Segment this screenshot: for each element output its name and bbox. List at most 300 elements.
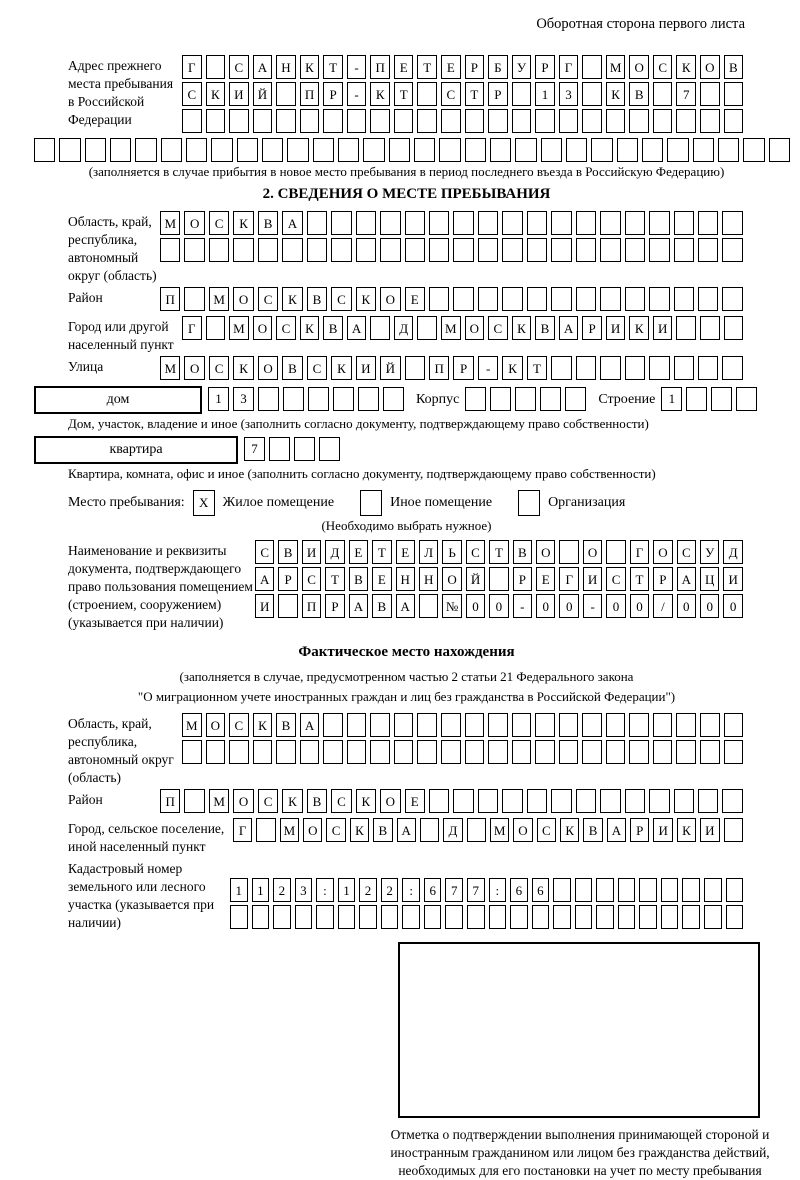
char-cell[interactable] [110,138,131,162]
char-cell[interactable] [478,789,498,813]
char-cell[interactable] [559,109,579,133]
char-cell[interactable]: К [512,316,532,340]
char-cell[interactable]: М [209,789,229,813]
char-cell[interactable] [565,387,586,411]
char-cell[interactable]: : [316,878,334,902]
char-cell[interactable] [674,287,694,311]
char-cell[interactable] [405,211,425,235]
char-cell[interactable]: Д [325,540,344,564]
char-cell[interactable]: - [347,55,367,79]
char-cell[interactable] [323,713,343,737]
char-cell[interactable]: Г [182,316,202,340]
char-cell[interactable] [674,789,694,813]
char-cell[interactable] [478,238,498,262]
char-cell[interactable]: М [182,713,202,737]
char-cell[interactable] [722,789,742,813]
char-cell[interactable] [333,387,354,411]
char-cell[interactable] [700,82,720,106]
char-cell[interactable]: С [255,540,274,564]
char-cell[interactable]: А [559,316,579,340]
char-cell[interactable] [182,109,202,133]
char-cell[interactable] [389,138,410,162]
char-cell[interactable]: : [489,878,507,902]
char-cell[interactable]: Р [582,316,602,340]
char-cell[interactable]: Е [372,567,391,591]
char-cell[interactable]: Т [465,82,485,106]
char-cell[interactable] [184,238,204,262]
char-cell[interactable] [575,905,593,929]
char-cell[interactable]: В [535,316,555,340]
char-cell[interactable] [370,713,390,737]
char-cell[interactable]: К [300,55,320,79]
char-cell[interactable]: К [356,287,376,311]
char-cell[interactable]: П [302,594,321,618]
char-cell[interactable]: 6 [510,878,528,902]
char-cell[interactable] [653,740,673,764]
char-cell[interactable]: О [700,55,720,79]
char-cell[interactable]: В [373,818,392,842]
char-cell[interactable]: С [331,287,351,311]
char-cell[interactable] [541,138,562,162]
char-cell[interactable] [512,713,532,737]
char-cell[interactable]: С [331,789,351,813]
char-cell[interactable] [551,356,571,380]
char-cell[interactable]: Л [419,540,438,564]
char-cell[interactable] [515,138,536,162]
char-cell[interactable] [300,740,320,764]
char-cell[interactable] [724,316,744,340]
char-cell[interactable] [276,740,296,764]
char-cell[interactable] [693,138,714,162]
char-cell[interactable]: 0 [606,594,625,618]
char-cell[interactable] [722,356,742,380]
char-cell[interactable]: 0 [677,594,696,618]
char-cell[interactable] [527,789,547,813]
char-cell[interactable] [489,905,507,929]
char-cell[interactable] [465,740,485,764]
char-cell[interactable]: 3 [295,878,313,902]
char-cell[interactable] [465,109,485,133]
char-cell[interactable] [370,316,390,340]
char-cell[interactable] [600,789,620,813]
char-cell[interactable] [625,356,645,380]
char-cell[interactable] [206,316,226,340]
char-cell[interactable] [276,109,296,133]
char-cell[interactable] [600,356,620,380]
char-cell[interactable]: 1 [661,387,682,411]
char-cell[interactable] [724,109,744,133]
char-cell[interactable] [661,905,679,929]
char-cell[interactable] [596,878,614,902]
char-cell[interactable]: А [300,713,320,737]
char-cell[interactable]: Й [466,567,485,591]
char-cell[interactable]: Г [182,55,202,79]
char-cell[interactable] [704,905,722,929]
char-cell[interactable] [642,138,663,162]
char-cell[interactable]: Р [453,356,473,380]
char-cell[interactable]: О [206,713,226,737]
char-cell[interactable] [582,109,602,133]
char-cell[interactable] [724,713,744,737]
char-cell[interactable]: Е [394,55,414,79]
char-cell[interactable] [718,138,739,162]
char-cell[interactable] [502,211,522,235]
char-cell[interactable]: Р [488,82,508,106]
char-cell[interactable] [380,211,400,235]
char-cell[interactable] [278,594,297,618]
char-cell[interactable]: К [677,818,696,842]
char-cell[interactable] [490,138,511,162]
char-cell[interactable] [467,905,485,929]
char-cell[interactable] [262,138,283,162]
char-cell[interactable] [363,138,384,162]
char-cell[interactable]: Т [372,540,391,564]
char-cell[interactable] [700,316,720,340]
char-cell[interactable] [287,138,308,162]
char-cell[interactable] [653,109,673,133]
char-cell[interactable] [488,109,508,133]
char-cell[interactable] [229,740,249,764]
char-cell[interactable]: С [466,540,485,564]
char-cell[interactable]: М [606,55,626,79]
char-cell[interactable] [488,713,508,737]
char-cell[interactable] [676,316,696,340]
char-cell[interactable] [606,109,626,133]
char-cell[interactable]: С [653,55,673,79]
char-cell[interactable] [237,138,258,162]
char-cell[interactable]: О [629,55,649,79]
char-cell[interactable]: Е [349,540,368,564]
char-cell[interactable] [576,356,596,380]
char-cell[interactable] [59,138,80,162]
char-cell[interactable] [582,82,602,106]
char-cell[interactable] [402,905,420,929]
char-cell[interactable]: И [229,82,249,106]
char-cell[interactable]: С [276,316,296,340]
char-cell[interactable]: С [258,287,278,311]
char-cell[interactable]: Р [325,594,344,618]
char-cell[interactable] [356,238,376,262]
char-cell[interactable] [276,82,296,106]
char-cell[interactable]: Д [723,540,742,564]
char-cell[interactable]: В [323,316,343,340]
char-cell[interactable] [313,138,334,162]
char-cell[interactable] [338,138,359,162]
char-cell[interactable] [559,540,578,564]
char-cell[interactable] [417,109,437,133]
char-cell[interactable]: И [723,567,742,591]
char-cell[interactable] [439,138,460,162]
char-cell[interactable] [559,713,579,737]
char-cell[interactable]: Н [419,567,438,591]
char-cell[interactable] [535,740,555,764]
char-cell[interactable]: М [490,818,509,842]
char-cell[interactable] [606,740,626,764]
char-cell[interactable]: С [182,82,202,106]
char-cell[interactable]: С [209,211,229,235]
char-cell[interactable]: 1 [338,878,356,902]
char-cell[interactable] [582,55,602,79]
char-cell[interactable] [667,138,688,162]
char-cell[interactable] [676,713,696,737]
char-cell[interactable]: О [653,540,672,564]
char-cell[interactable] [582,713,602,737]
char-cell[interactable]: К [356,789,376,813]
char-cell[interactable]: 1 [230,878,248,902]
char-cell[interactable] [186,138,207,162]
char-cell[interactable] [704,878,722,902]
char-cell[interactable]: О [583,540,602,564]
char-cell[interactable] [515,387,536,411]
char-cell[interactable]: Т [394,82,414,106]
char-cell[interactable] [429,287,449,311]
char-cell[interactable]: И [255,594,274,618]
char-cell[interactable] [653,713,673,737]
char-cell[interactable]: П [370,55,390,79]
char-cell[interactable]: К [502,356,522,380]
char-cell[interactable] [674,356,694,380]
char-cell[interactable]: Т [325,567,344,591]
char-cell[interactable] [488,740,508,764]
char-cell[interactable] [453,238,473,262]
char-cell[interactable] [676,109,696,133]
char-cell[interactable]: К [282,789,302,813]
char-cell[interactable] [576,238,596,262]
char-cell[interactable]: И [302,540,321,564]
char-cell[interactable]: Р [630,818,649,842]
char-cell[interactable]: П [300,82,320,106]
char-cell[interactable]: 0 [700,594,719,618]
char-cell[interactable] [502,287,522,311]
char-cell[interactable]: К [606,82,626,106]
char-cell[interactable]: С [677,540,696,564]
char-cell[interactable] [512,109,532,133]
char-cell[interactable] [258,238,278,262]
char-cell[interactable]: В [583,818,602,842]
char-cell[interactable] [625,211,645,235]
char-cell[interactable] [465,138,486,162]
char-cell[interactable]: 0 [466,594,485,618]
checkbox-organization[interactable] [518,490,540,516]
char-cell[interactable] [629,740,649,764]
char-cell[interactable] [535,713,555,737]
char-cell[interactable]: А [396,594,415,618]
char-cell[interactable] [551,238,571,262]
char-cell[interactable] [606,540,625,564]
char-cell[interactable] [419,594,438,618]
char-cell[interactable] [160,238,180,262]
char-cell[interactable] [625,287,645,311]
char-cell[interactable]: К [370,82,390,106]
char-cell[interactable] [417,740,437,764]
char-cell[interactable] [553,878,571,902]
checkbox-residential[interactable]: X [193,490,215,516]
char-cell[interactable] [582,740,602,764]
char-cell[interactable]: А [347,316,367,340]
char-cell[interactable] [294,437,315,461]
char-cell[interactable]: Б [488,55,508,79]
char-cell[interactable]: С [229,713,249,737]
checkbox-other-premises[interactable] [360,490,382,516]
char-cell[interactable] [551,789,571,813]
char-cell[interactable] [478,211,498,235]
char-cell[interactable]: В [513,540,532,564]
char-cell[interactable] [724,740,744,764]
char-cell[interactable] [347,109,367,133]
char-cell[interactable]: Т [527,356,547,380]
char-cell[interactable] [559,740,579,764]
char-cell[interactable]: Д [394,316,414,340]
char-cell[interactable] [323,109,343,133]
char-cell[interactable]: В [372,594,391,618]
char-cell[interactable] [600,211,620,235]
char-cell[interactable] [698,238,718,262]
char-cell[interactable] [649,211,669,235]
char-cell[interactable]: В [278,540,297,564]
char-cell[interactable] [370,109,390,133]
char-cell[interactable]: К [331,356,351,380]
char-cell[interactable] [467,818,486,842]
char-cell[interactable] [424,905,442,929]
char-cell[interactable] [453,789,473,813]
char-cell[interactable]: Н [276,55,296,79]
char-cell[interactable]: С [307,356,327,380]
char-cell[interactable]: К [206,82,226,106]
char-cell[interactable]: И [653,818,672,842]
char-cell[interactable]: 1 [535,82,555,106]
char-cell[interactable] [380,238,400,262]
char-cell[interactable]: О [465,316,485,340]
char-cell[interactable] [512,82,532,106]
char-cell[interactable] [686,387,707,411]
char-cell[interactable]: В [307,789,327,813]
char-cell[interactable] [510,905,528,929]
char-cell[interactable] [600,238,620,262]
char-cell[interactable] [489,567,508,591]
char-cell[interactable]: - [478,356,498,380]
char-cell[interactable] [308,387,329,411]
char-cell[interactable] [769,138,790,162]
char-cell[interactable] [182,740,202,764]
char-cell[interactable]: М [280,818,299,842]
char-cell[interactable] [722,287,742,311]
char-cell[interactable]: 1 [208,387,229,411]
char-cell[interactable]: Е [405,287,425,311]
char-cell[interactable] [359,905,377,929]
char-cell[interactable] [617,138,638,162]
char-cell[interactable] [394,109,414,133]
char-cell[interactable] [253,740,273,764]
char-cell[interactable] [429,789,449,813]
char-cell[interactable] [135,138,156,162]
char-cell[interactable]: К [629,316,649,340]
char-cell[interactable]: И [583,567,602,591]
char-cell[interactable]: М [209,287,229,311]
char-cell[interactable]: 3 [233,387,254,411]
char-cell[interactable]: 0 [536,594,555,618]
char-cell[interactable]: К [560,818,579,842]
char-cell[interactable] [347,740,367,764]
char-cell[interactable] [331,238,351,262]
char-cell[interactable] [625,789,645,813]
char-cell[interactable] [429,238,449,262]
char-cell[interactable]: П [160,789,180,813]
char-cell[interactable] [258,387,279,411]
char-cell[interactable] [211,138,232,162]
char-cell[interactable]: 2 [359,878,377,902]
char-cell[interactable] [316,905,334,929]
char-cell[interactable]: С [606,567,625,591]
char-cell[interactable]: - [583,594,602,618]
char-cell[interactable] [307,211,327,235]
char-cell[interactable]: И [606,316,626,340]
char-cell[interactable] [649,287,669,311]
char-cell[interactable] [629,109,649,133]
char-cell[interactable]: Е [396,540,415,564]
char-cell[interactable] [532,905,550,929]
char-cell[interactable]: П [429,356,449,380]
char-cell[interactable]: А [349,594,368,618]
char-cell[interactable] [512,740,532,764]
char-cell[interactable]: О [380,287,400,311]
char-cell[interactable]: В [258,211,278,235]
char-cell[interactable]: 3 [559,82,579,106]
char-cell[interactable] [736,387,757,411]
char-cell[interactable] [453,287,473,311]
char-cell[interactable] [383,387,404,411]
char-cell[interactable] [682,905,700,929]
char-cell[interactable] [417,713,437,737]
char-cell[interactable] [700,740,720,764]
char-cell[interactable]: Г [630,540,649,564]
char-cell[interactable] [606,713,626,737]
char-cell[interactable] [596,905,614,929]
char-cell[interactable]: Р [653,567,672,591]
char-cell[interactable] [502,789,522,813]
char-cell[interactable] [639,878,657,902]
char-cell[interactable] [700,109,720,133]
char-cell[interactable] [698,287,718,311]
char-cell[interactable]: К [233,356,253,380]
char-cell[interactable] [252,905,270,929]
char-cell[interactable] [370,740,390,764]
char-cell[interactable]: - [347,82,367,106]
char-cell[interactable] [743,138,764,162]
char-cell[interactable] [206,109,226,133]
char-cell[interactable] [256,818,275,842]
char-cell[interactable] [356,211,376,235]
char-cell[interactable] [269,437,290,461]
char-cell[interactable] [711,387,732,411]
char-cell[interactable] [465,387,486,411]
char-cell[interactable]: О [184,211,204,235]
char-cell[interactable] [540,387,561,411]
char-cell[interactable]: Т [489,540,508,564]
char-cell[interactable]: Й [253,82,273,106]
char-cell[interactable]: Р [535,55,555,79]
char-cell[interactable] [490,387,511,411]
char-cell[interactable] [441,713,461,737]
char-cell[interactable]: Т [323,55,343,79]
char-cell[interactable] [700,713,720,737]
char-cell[interactable]: П [160,287,180,311]
char-cell[interactable] [661,878,679,902]
char-cell[interactable] [441,109,461,133]
char-cell[interactable]: В [629,82,649,106]
char-cell[interactable] [553,905,571,929]
char-cell[interactable] [698,356,718,380]
char-cell[interactable]: К [300,316,320,340]
